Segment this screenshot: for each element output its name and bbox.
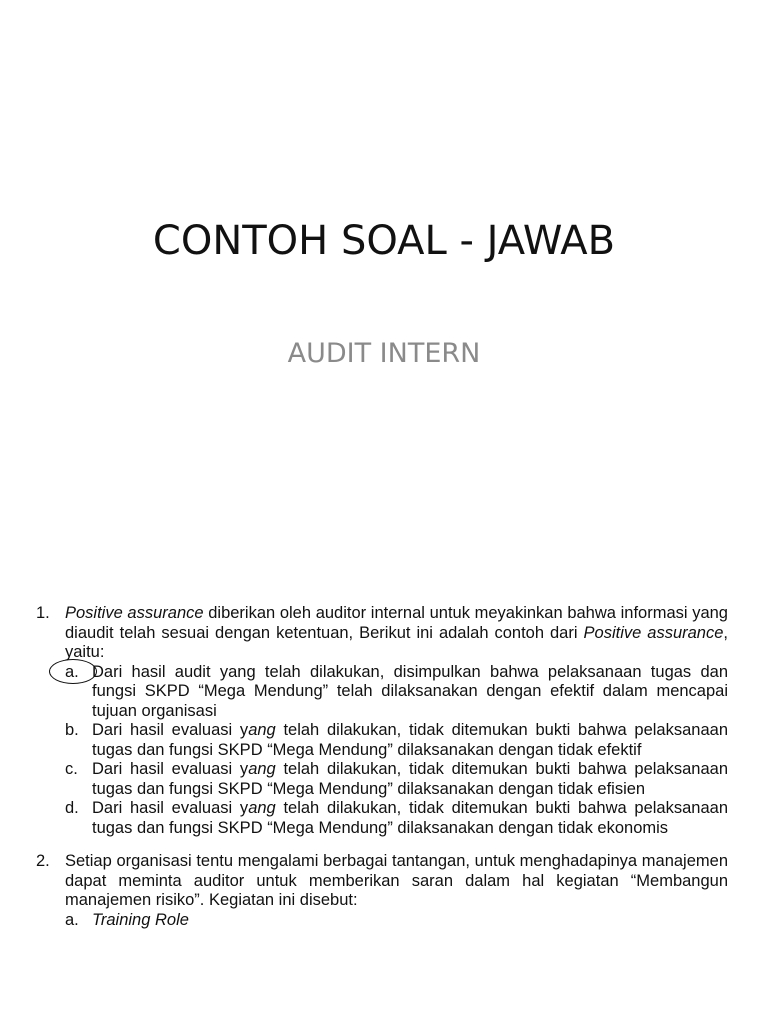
question-text-italic: Positive assurance bbox=[65, 604, 204, 622]
option-b bbox=[65, 721, 728, 760]
option-text: telah dilakukan, tidak ditemukan bukti bahwa pelaksanaan tugas dan fungsi SKPD “Mega Mendung” dilaksanakan dengan tidak ekonomis bbox=[92, 799, 728, 837]
option-text: Dari hasil evaluasi y bbox=[92, 721, 249, 739]
option-c bbox=[65, 760, 728, 799]
question-text bbox=[65, 604, 728, 663]
question-number: 1. bbox=[36, 604, 50, 622]
option-text: telah dilakukan, tidak ditemukan bukti bahwa pelaksanaan tugas dan fungsi SKPD “Mega Mendung” dilaksanakan dengan tidak efisien bbox=[92, 760, 728, 798]
question-text: Setiap organisasi tentu mengalami berbagai tantangan, untuk menghadapinya manajemen dapat meminta auditor untuk memberikan saran dalam hal kegiatan “Membangun manajemen risiko”. Kegiatan ini disebut: bbox=[65, 852, 728, 909]
question-number: 2. bbox=[36, 852, 50, 870]
option-d bbox=[65, 799, 728, 838]
question-1 bbox=[36, 604, 728, 838]
option-letter: a. bbox=[65, 910, 79, 929]
option-text: telah dilakukan, tidak ditemukan bukti bahwa pelaksanaan tugas dan fungsi SKPD “Mega Mendung” dilaksanakan dengan tidak efektif bbox=[92, 721, 728, 759]
option-text-italic: ang bbox=[248, 799, 276, 817]
question-text-italic: Positive assurance bbox=[583, 623, 724, 642]
option-text: Dari hasil audit yang telah dilakukan, disimpulkan bahwa pelaksanaan tugas dan fungsi SKPD “Mega Mendung” telah dilaksanakan dengan efektif dalam mencapai tujuan organisasi bbox=[92, 662, 728, 720]
slide-subtitle: AUDIT INTERN bbox=[287, 338, 481, 369]
option-a bbox=[65, 911, 728, 931]
option-letter: d. bbox=[65, 799, 79, 817]
scanned-question-document bbox=[36, 604, 728, 944]
slide-title: CONTOH SOAL - JAWAB bbox=[152, 218, 616, 264]
option-a bbox=[65, 663, 728, 722]
option-letter: a. bbox=[65, 662, 79, 681]
option-letter: b. bbox=[65, 721, 79, 739]
question-text-part: , yaitu: bbox=[65, 623, 728, 661]
question-2 bbox=[36, 852, 728, 930]
option-letter: c. bbox=[65, 760, 78, 778]
option-text: Dari hasil evaluasi y bbox=[92, 799, 249, 817]
option-text: Dari hasil evaluasi y bbox=[92, 760, 249, 778]
question-text-part: diberikan oleh auditor internal untuk meyakinkan bahwa informasi yang diaudit telah sesuai dengan ketentuan, Berikut ini adalah contoh dari bbox=[65, 604, 728, 642]
option-text-italic: ang bbox=[248, 760, 276, 778]
option-text-italic: ang bbox=[248, 721, 276, 739]
option-text-italic: Training Role bbox=[92, 910, 189, 929]
